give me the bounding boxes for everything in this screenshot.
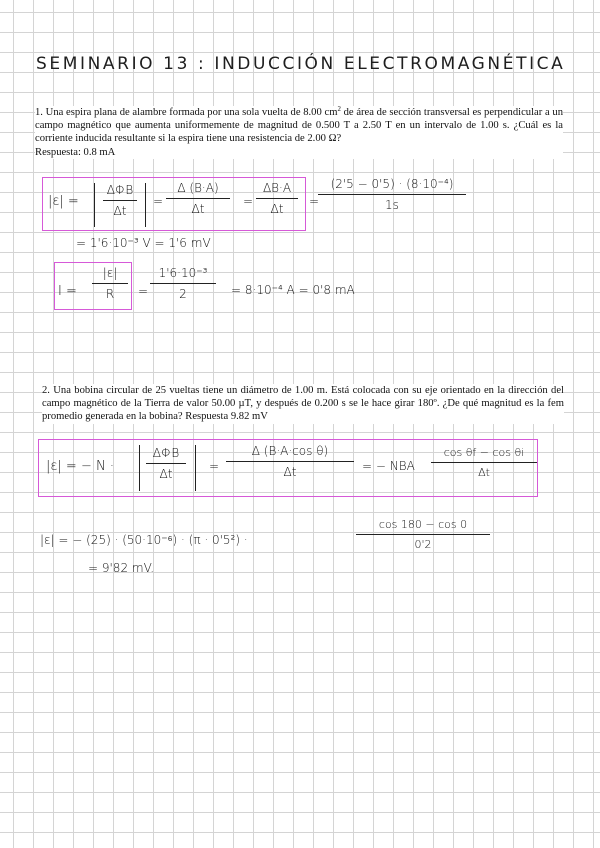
frac-sub-num-2: cos 180 − cos 0 [378, 518, 468, 531]
frac-dphi-num-1: ΔΦB [106, 183, 134, 197]
problem-2-statement [42, 384, 564, 424]
frac-dphi-line-1 [103, 200, 137, 201]
frac-i-den-1: R [105, 287, 115, 301]
equals-1d: = [138, 284, 149, 298]
emf-result-1: = 1'6·10⁻³ V = 1'6 mV [76, 236, 211, 250]
frac-cos-line-2 [226, 461, 354, 462]
fraction-dba-1 [256, 181, 298, 216]
current-result-1: = 8·10⁻⁴ A = 0'8 mA [231, 283, 355, 297]
frac-dba-line-1 [256, 198, 298, 199]
frac-theta-num-2: cos θf − cos θi [443, 446, 525, 459]
frac-cos-num-2: Δ (B·A·cos θ) [251, 444, 329, 458]
abs-bar-right-2 [195, 445, 196, 491]
nba-term-2: = − NBA [362, 459, 415, 473]
fraction-cos-2 [226, 444, 354, 479]
frac-n-line-1 [150, 283, 216, 284]
abs-bar-left-1 [94, 183, 95, 227]
problem-1-text-b: de área de sección transversal es perpendicular a un campo magnético que aumenta uniformemente de magnitud de 0.500 T a 2.50 T en un intervalo de 1.00 s. ¿Cuál es la corriente inducida resultante si la espira tiene una resistencia de 2.00 Ω? [35, 107, 563, 145]
equals-1c: = [309, 194, 320, 208]
frac-ba-line-1 [166, 198, 230, 199]
frac-ba-den-1: Δt [191, 202, 205, 216]
equals-2a: = [209, 459, 220, 473]
problem-1-statement [35, 106, 563, 159]
emf-lhs-1: |ε| = [48, 194, 79, 209]
equals-1a: = [153, 194, 164, 208]
frac-theta-line-2 [431, 462, 537, 463]
fraction-sub-2 [356, 518, 490, 551]
frac-dba-den-1: Δt [270, 202, 284, 216]
frac-sub-den-2: 0'2 [414, 538, 432, 551]
frac-dphi-den-2: Δt [159, 467, 173, 481]
fraction-dphi-1 [103, 183, 137, 218]
fraction-ba-1 [166, 181, 230, 216]
frac-dphi-line-2 [146, 463, 186, 464]
fraction-i-1 [92, 266, 128, 301]
abs-bar-right-1 [145, 183, 146, 227]
current-lhs-1: I = [58, 284, 77, 299]
emf-lhs-2: |ε| = − N · [46, 459, 114, 474]
fraction-values-1 [318, 177, 466, 212]
emf-final-2: = 9'82 mV. [88, 561, 155, 575]
emf-substitution-2: |ε| = − (25) · (50·10⁻⁶) · (π · 0'5²) · [40, 533, 248, 547]
page-title: SEMINARIO 13 : INDUCCIÓN ELECTROMAGNÉTICA [36, 54, 566, 74]
fraction-theta-2 [431, 446, 537, 479]
frac-sub-line-2 [356, 534, 490, 535]
frac-cos-den-2: Δt [283, 465, 297, 479]
frac-i-num-1: |ε| [102, 266, 118, 280]
frac-dphi-num-2: ΔΦB [152, 446, 180, 460]
frac-values-den-1: 1s [385, 198, 399, 212]
frac-i-line-1 [92, 283, 128, 284]
frac-values-num-1: (2'5 − 0'5) · (8·10⁻⁴) [330, 177, 454, 191]
fraction-dphi-2 [146, 446, 186, 481]
equals-1b: = [243, 194, 254, 208]
fraction-n-1 [150, 266, 216, 301]
abs-bar-left-2 [139, 445, 140, 491]
problem-1-text-sup: 2 [337, 106, 341, 114]
frac-n-num-1: 1'6·10⁻³ [158, 266, 208, 280]
frac-theta-den-2: Δt [478, 466, 490, 479]
problem-1-answer: Respuesta: 0.8 mA [35, 146, 116, 158]
frac-dba-num-1: ΔB·A [262, 181, 292, 195]
frac-values-line-1 [318, 194, 466, 195]
problem-2-text: 2. Una bobina circular de 25 vueltas tiene un diámetro de 1.00 m. Está colocada con su eje orientado en la dirección del campo magnético de la Tierra de valor 50.00 µT, y después de 0.200 s se le hace girar 180º. ¿De qué magnitud es la fem promedio generada en la bobina? Respuesta 9.82 mV [42, 385, 564, 423]
frac-ba-num-1: Δ (B·A) [177, 181, 219, 195]
problem-1-text-a: 1. Una espira plana de alambre formada por una sola vuelta de 8.00 cm [35, 107, 338, 118]
frac-dphi-den-1: Δt [113, 204, 127, 218]
frac-n-den-1: 2 [179, 287, 187, 301]
